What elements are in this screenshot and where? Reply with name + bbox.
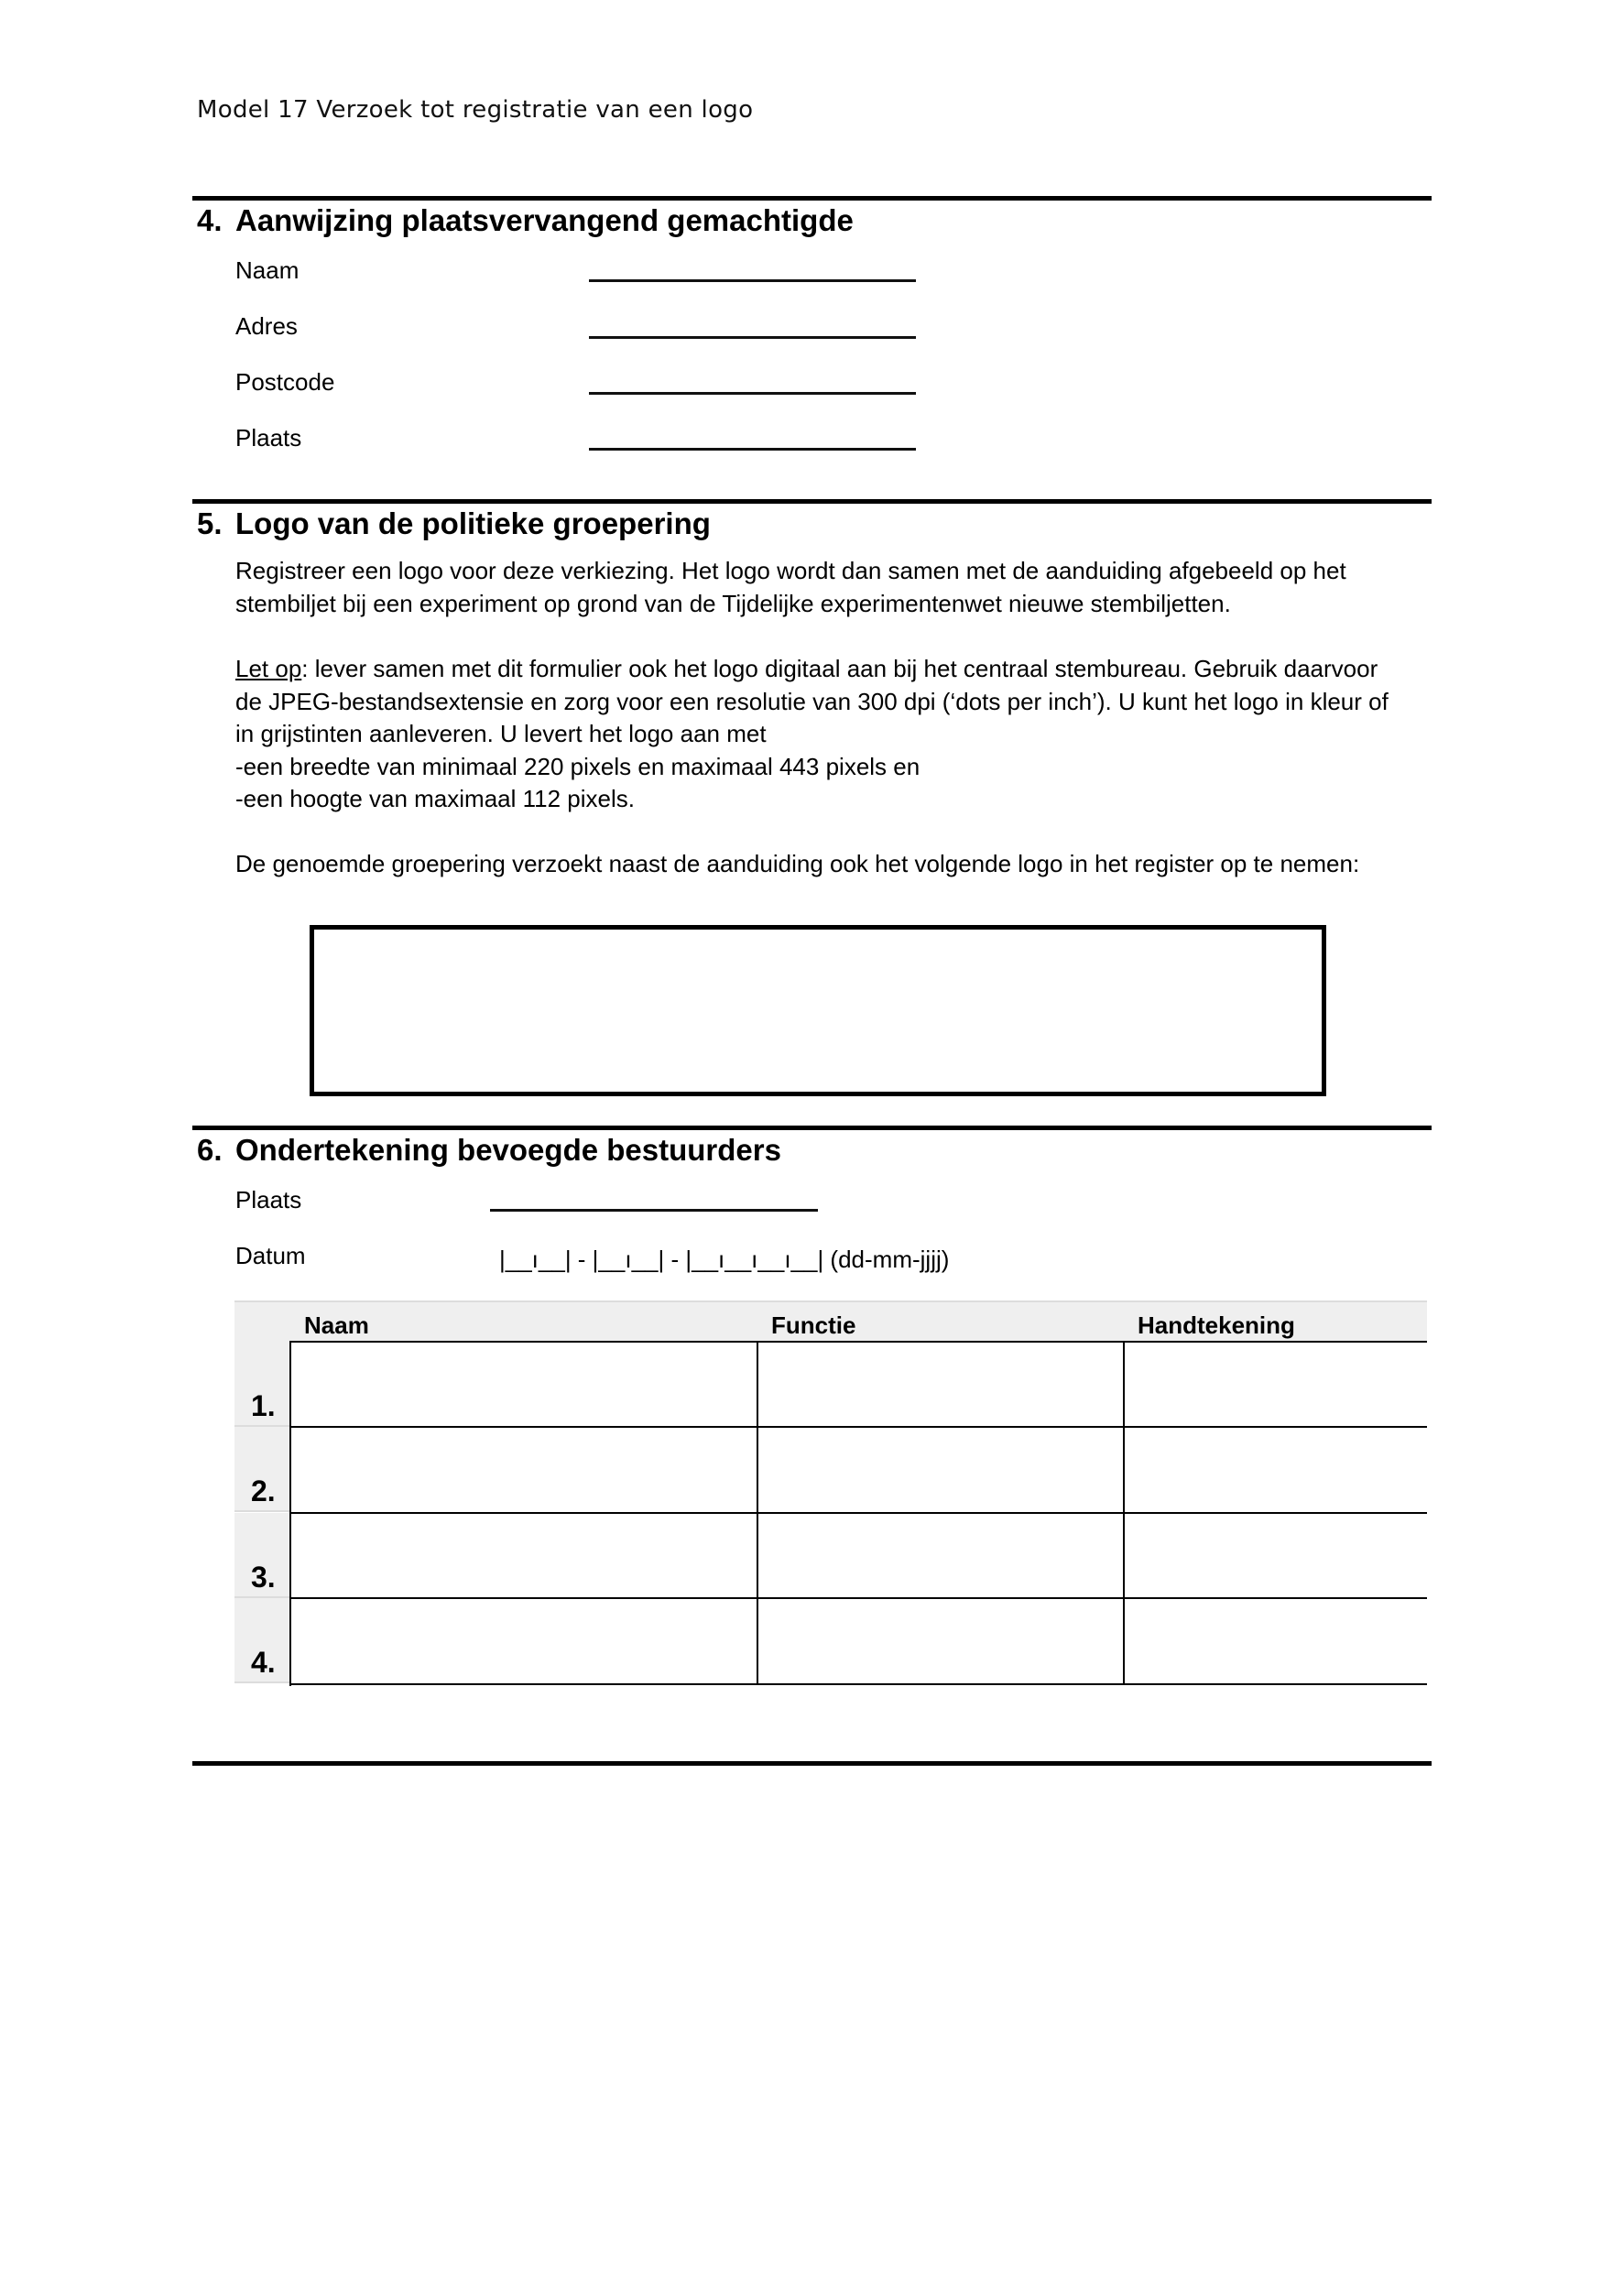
section-divider [192, 196, 1432, 201]
table-row [291, 1341, 1427, 1427]
naam-cell[interactable] [291, 1343, 758, 1427]
row-number: 3. [251, 1561, 276, 1594]
field-label-datum: Datum [235, 1242, 306, 1269]
note-line [235, 653, 1435, 686]
functie-cell[interactable] [758, 1514, 1125, 1598]
functie-cell[interactable] [758, 1428, 1125, 1512]
column-header-naam: Naam [304, 1311, 369, 1339]
field-label-postcode: Postcode [235, 368, 335, 396]
column-header-functie: Functie [771, 1311, 856, 1339]
signing-place-field[interactable] [490, 1209, 818, 1212]
section-4-title [197, 203, 854, 238]
functie-cell[interactable] [758, 1343, 1125, 1427]
request-paragraph [235, 848, 1435, 881]
naam-field[interactable] [589, 279, 916, 282]
handtekening-cell[interactable] [1125, 1428, 1427, 1512]
field-label-plaats: Plaats [235, 424, 302, 452]
note-line: in grijstinten aanleveren. U levert het logo aan met [235, 720, 767, 747]
note-line: -een breedte van minimaal 220 pixels en maximaal 443 pixels en [235, 752, 920, 780]
page-header: Model 17 Verzoek tot registratie van een logo [197, 96, 754, 124]
plaats-field[interactable] [589, 448, 916, 451]
field-label-adres: Adres [235, 312, 298, 340]
table-row [291, 1512, 1427, 1598]
naam-cell[interactable] [291, 1599, 758, 1683]
row-number-cell [234, 1427, 289, 1512]
date-field[interactable]: |__ı__| - |__ı__| - |__ı__ı__ı__| (dd-mm-jjjj) [499, 1246, 950, 1273]
section-6-title [197, 1133, 781, 1168]
naam-cell[interactable] [291, 1514, 758, 1598]
field-label-naam: Naam [235, 256, 300, 284]
row-number-cell [234, 1342, 289, 1427]
section-divider [192, 1126, 1432, 1130]
intro-line: Registreer een logo voor deze verkiezing. Het logo wordt dan samen met de aanduiding afgebeeld op het [235, 557, 1346, 584]
section-number: 5. [197, 506, 223, 540]
handtekening-cell[interactable] [1125, 1514, 1427, 1598]
signature-table [289, 1341, 1427, 1686]
section-5-title [197, 506, 711, 541]
field-label-plaats: Plaats [235, 1186, 302, 1213]
row-number-cell [234, 1513, 289, 1598]
handtekening-cell[interactable] [1125, 1599, 1427, 1683]
note-line: de JPEG-bestandsextensie en zorg voor een resolutie van 300 dpi (‘dots per inch’). U kunt het logo in kleur of [235, 687, 1389, 715]
row-number: 4. [251, 1646, 276, 1679]
note-label: Let op [235, 655, 302, 682]
table-row [291, 1426, 1427, 1512]
section-title-text: Logo van de politieke groepering [235, 506, 711, 540]
logo-upload-box[interactable] [310, 925, 1326, 1096]
section-divider [192, 1761, 1432, 1766]
handtekening-cell[interactable] [1125, 1343, 1427, 1427]
note-text: : lever samen met dit formulier ook het logo digitaal aan bij het centraal stembureau. Gebruik daarvoor [301, 655, 1378, 682]
note-paragraph [235, 653, 1435, 816]
row-number: 2. [251, 1474, 276, 1507]
row-number-cell [234, 1598, 289, 1683]
column-header-handtekening: Handtekening [1138, 1311, 1295, 1339]
note-line: -een hoogte van maximaal 112 pixels. [235, 785, 635, 812]
request-text: De genoemde groepering verzoekt naast de aanduiding ook het volgende logo in het register op te nemen: [235, 850, 1360, 877]
adres-field[interactable] [589, 336, 916, 339]
table-row [291, 1597, 1427, 1685]
section-divider [192, 499, 1432, 504]
section-number: 6. [197, 1133, 223, 1167]
section-title-text: Ondertekening bevoegde bestuurders [235, 1133, 781, 1167]
row-number: 1. [251, 1389, 276, 1422]
section-number: 4. [197, 203, 223, 237]
functie-cell[interactable] [758, 1599, 1125, 1683]
postcode-field[interactable] [589, 392, 916, 395]
intro-line: stembiljet bij een experiment op grond van de Tijdelijke experimentenwet nieuwe stembiljetten. [235, 589, 1231, 617]
naam-cell[interactable] [291, 1428, 758, 1512]
intro-paragraph [235, 555, 1435, 620]
section-title-text: Aanwijzing plaatsvervangend gemachtigde [235, 203, 854, 237]
